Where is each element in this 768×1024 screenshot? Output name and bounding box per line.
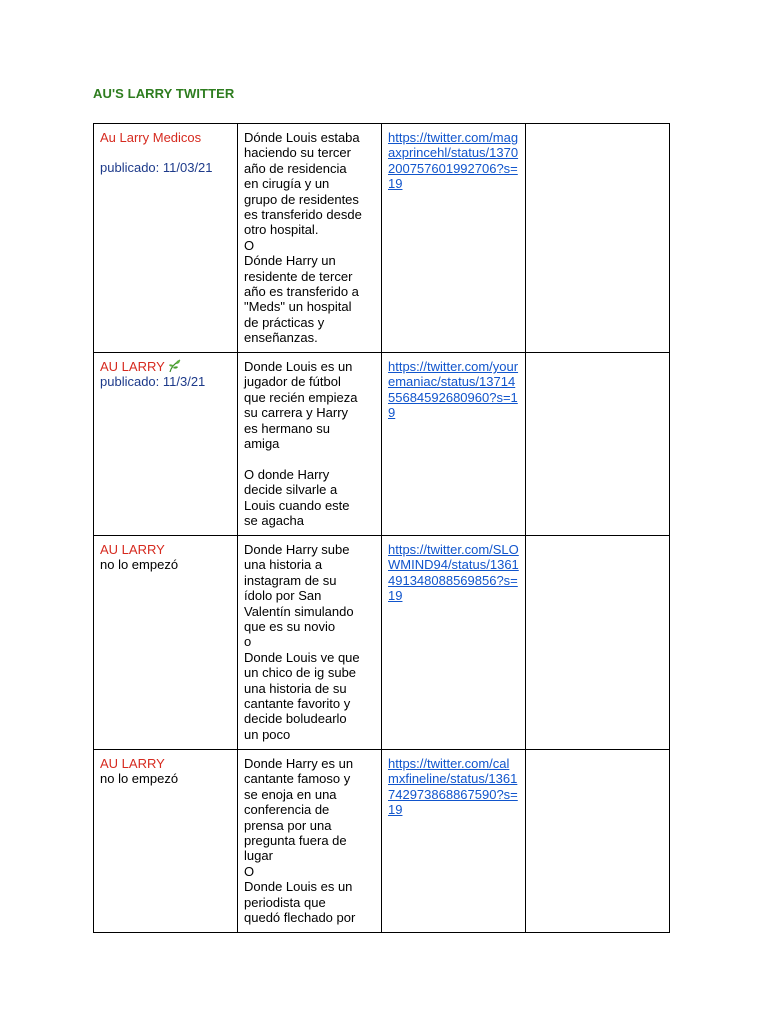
twitter-link[interactable]: https://twitter.com/magaxprincehl/status/1370200757601992706?s=19 xyxy=(388,130,519,192)
description-line: se enoja en una xyxy=(244,786,337,802)
empty-cell xyxy=(526,124,670,353)
document-title: AU'S LARRY TWITTER xyxy=(93,86,235,101)
table-row xyxy=(94,750,670,933)
link-cell xyxy=(382,124,526,353)
twitter-link[interactable]: https://twitter.com/youremaniac/status/1371455684592680960?s=19 xyxy=(388,359,519,421)
description-line: o xyxy=(244,634,252,650)
description-line: es transferido desde xyxy=(244,207,362,223)
description-line: lugar xyxy=(244,848,273,864)
description-cell xyxy=(238,536,382,750)
description-line: cantante favorito y xyxy=(244,696,351,712)
table-row xyxy=(94,353,670,536)
description-line: conferencia de xyxy=(244,802,330,818)
description-line: que recién empieza xyxy=(244,389,358,405)
au-status: publicado: 11/3/21 xyxy=(100,374,206,390)
description-line: una historia de su xyxy=(244,680,347,696)
au-status: publicado: 11/03/21 xyxy=(100,160,213,176)
au-name: AU LARRY xyxy=(100,542,165,557)
description-line: su carrera y Harry xyxy=(244,405,349,421)
description-line: ídolo por San xyxy=(244,588,322,604)
description-line: que es su novio xyxy=(244,619,336,635)
description-line: una historia a xyxy=(244,557,323,573)
link-cell xyxy=(382,536,526,750)
description-line: jugador de fútbol xyxy=(244,374,341,390)
description-line: prensa por una xyxy=(244,817,332,833)
description-line: grupo de residentes xyxy=(244,191,359,207)
description-line: un chico de ig sube xyxy=(244,665,357,681)
description-line: amiga xyxy=(244,436,280,452)
description-line: Valentín simulando xyxy=(244,603,354,619)
description-line: decide silvarle a xyxy=(244,482,338,498)
description-line: periodista que xyxy=(244,894,326,910)
description-line: O donde Harry xyxy=(244,466,330,482)
description-cell xyxy=(238,124,382,353)
empty-cell xyxy=(526,536,670,750)
au-name: Au Larry Medicos xyxy=(100,130,202,145)
empty-cell xyxy=(526,750,670,933)
description-line xyxy=(244,451,375,466)
description-line: en cirugía y un xyxy=(244,176,330,192)
description-line: enseñanzas. xyxy=(244,330,318,346)
description-cell xyxy=(238,750,382,933)
description-line: Donde Harry sube xyxy=(244,542,350,557)
description-line: es hermano su xyxy=(244,420,330,436)
empty-cell xyxy=(526,353,670,536)
description-line: Donde Louis ve que xyxy=(244,649,360,665)
description-line: Donde Harry es un xyxy=(244,756,354,771)
au-name: AU LARRY xyxy=(100,756,165,771)
description-line: pregunta fuera de xyxy=(244,833,347,849)
description-line: "Meds" un hospital xyxy=(244,299,352,315)
leaf-icon xyxy=(168,359,182,373)
au-title-cell xyxy=(94,750,238,933)
description-line: Dónde Harry un xyxy=(244,253,336,269)
au-table xyxy=(93,123,670,933)
description-line: Louis cuando este xyxy=(244,497,350,513)
twitter-link[interactable]: https://twitter.com/calmxfineline/status/1361742973868867590?s=19 xyxy=(388,756,518,818)
description-line: otro hospital. xyxy=(244,222,319,238)
au-name: AU LARRY xyxy=(100,359,165,374)
twitter-link[interactable]: https://twitter.com/SLOWMIND94/status/1361491348088569856?s=19 xyxy=(388,542,519,604)
description-line: haciendo su tercer xyxy=(244,145,351,161)
description-line: Donde Louis es un xyxy=(244,359,353,374)
au-name-line xyxy=(100,359,231,374)
description-line: año es transferido a xyxy=(244,284,359,300)
description-line: decide boludearlo xyxy=(244,711,347,727)
table-row xyxy=(94,536,670,750)
link-cell xyxy=(382,750,526,933)
au-title-cell xyxy=(94,124,238,353)
table-row xyxy=(94,124,670,353)
au-status: no lo empezó xyxy=(100,771,179,787)
link-cell xyxy=(382,353,526,536)
description-cell xyxy=(238,353,382,536)
au-title-cell xyxy=(94,353,238,536)
au-title-cell xyxy=(94,536,238,750)
description-line: quedó flechado por xyxy=(244,910,356,926)
description-line: residente de tercer xyxy=(244,268,353,284)
description-line: cantante famoso y xyxy=(244,771,351,787)
description-line: Donde Louis es un xyxy=(244,879,353,895)
description-line: instagram de su xyxy=(244,572,337,588)
description-line: un poco xyxy=(244,726,291,742)
au-status: no lo empezó xyxy=(100,557,179,573)
description-line: Dónde Louis estaba xyxy=(244,130,360,145)
description-line: se agacha xyxy=(244,513,304,529)
description-line: O xyxy=(244,863,255,879)
description-line: de prácticas y xyxy=(244,314,325,330)
description-line: O xyxy=(244,237,255,253)
description-line: año de residencia xyxy=(244,160,347,176)
